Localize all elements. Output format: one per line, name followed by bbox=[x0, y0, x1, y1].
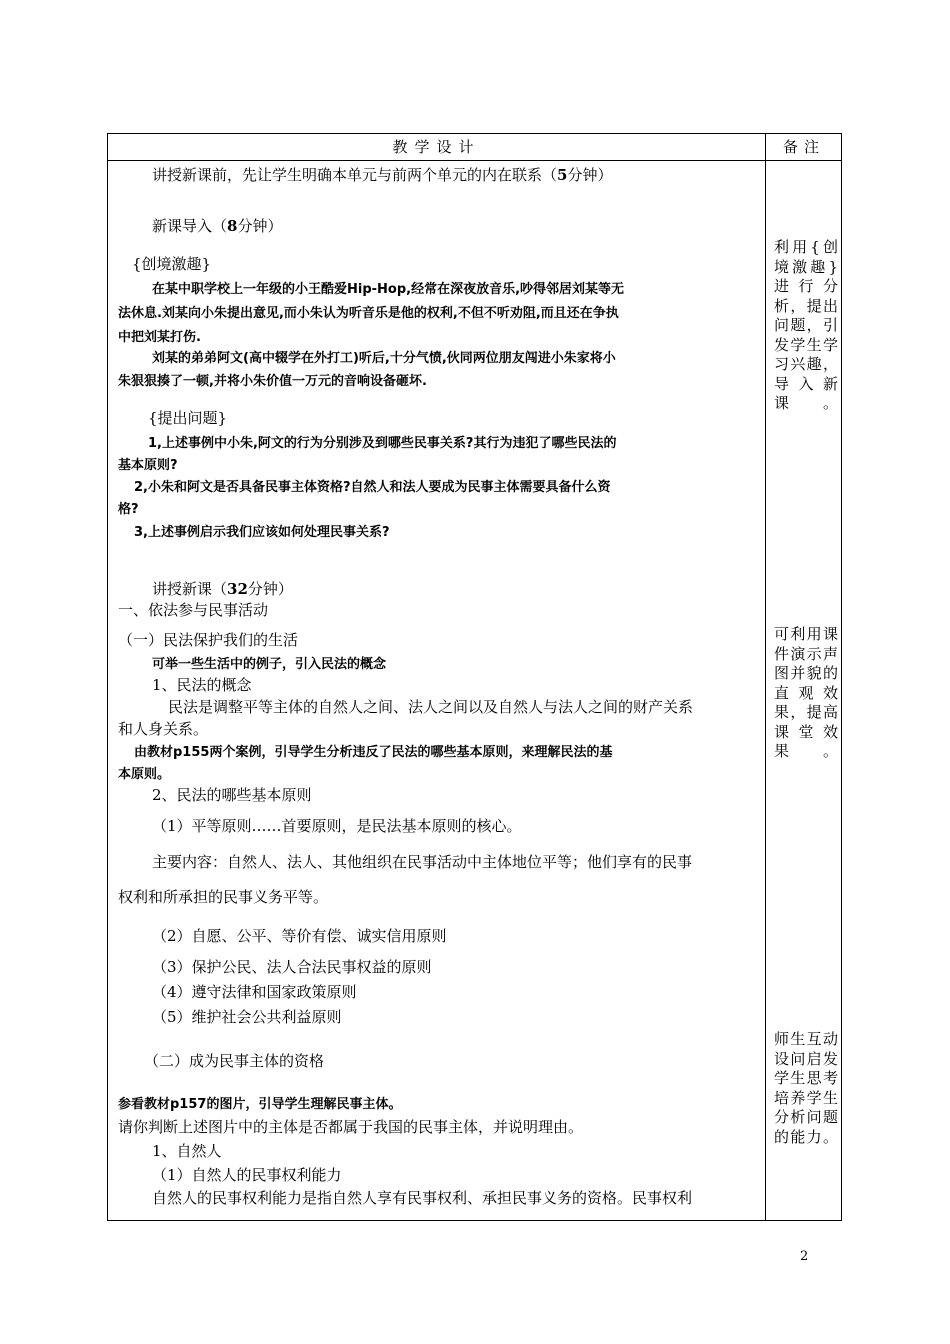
line-tip: 本原则。 bbox=[118, 767, 171, 782]
line-scenario: 法休息.刘某向小朱提出意见,而小朱认为听音乐是他的权利,不但不听劝阻,而且还在争执 bbox=[118, 306, 619, 321]
line-definition: 自然人的民事权利能力是指自然人享有民事权利、承担民事义务的资格。民事权利 bbox=[152, 1189, 693, 1207]
principle-5: （5）维护社会公共利益原则 bbox=[152, 1008, 342, 1026]
line-question: 格? bbox=[118, 502, 139, 517]
heading-1-1: （一）民法保护我们的生活 bbox=[118, 631, 299, 649]
page-number: 2 bbox=[800, 1249, 809, 1264]
line-question-title: {提出问题} bbox=[148, 409, 228, 427]
column-divider bbox=[765, 134, 766, 1220]
heading-capacity: （1）自然人的民事权利能力 bbox=[152, 1166, 342, 1184]
line-content: 权利和所承担的民事义务平等。 bbox=[118, 888, 329, 906]
line-question: 基本原则? bbox=[118, 458, 178, 473]
principle-2: （2）自愿、公平、等价有偿、诚实信用原则 bbox=[152, 927, 447, 945]
header-remarks: 备注 bbox=[782, 138, 825, 156]
header-divider bbox=[108, 160, 841, 161]
line-lead-in: 新课导入（8分钟） bbox=[152, 217, 283, 235]
line-tip: 可举一些生活中的例子，引入民法的概念 bbox=[152, 657, 387, 672]
line-intro: 讲授新课前，先让学生明确本单元与前两个单元的内在联系（5分钟） bbox=[152, 166, 613, 184]
remark-2: 可利用课件演示声图并貌的直观效果，提高课堂效果。 bbox=[774, 625, 838, 760]
heading-1-2: （二）成为民事主体的资格 bbox=[144, 1052, 325, 1070]
principle-1: （1）平等原则……首要原则，是民法基本原则的核心。 bbox=[152, 817, 522, 835]
line-question: 2,小朱和阿文是否具备民事主体资格?自然人和法人要成为民事主体需要具备什么资 bbox=[134, 480, 611, 495]
line-question: 请你判断上述图片中的主体是否都属于我国的民事主体，并说明理由。 bbox=[118, 1118, 584, 1136]
line-scenario: 刘某的弟弟阿文(高中辍学在外打工)听后,十分气愤,伙同两位朋友闯进小朱家将小 bbox=[152, 351, 616, 366]
line-tip: 由教材p155两个案例，引导学生分析违反了民法的哪些基本原则，来理解民法的基 bbox=[134, 745, 613, 760]
line-new-lesson: 讲授新课（32分钟） bbox=[152, 580, 293, 598]
remark-3: 师生互动设问启发学生思考培养学生分析问题的能力。 bbox=[774, 1030, 838, 1146]
remark-1: 利用{创境激趣}进行分析，提出问题，引发学生学习兴趣，导入新课。 bbox=[774, 238, 838, 412]
line-tip: 参看教材p157的图片，引导学生理解民事主体。 bbox=[118, 1097, 402, 1112]
line-question: 3,上述事例启示我们应该如何处理民事关系? bbox=[134, 525, 390, 540]
line-scenario: 在某中职学校上一年级的小王酷爱Hip-Hop,经常在深夜放音乐,吵得邻居刘某等无 bbox=[152, 282, 625, 297]
line-content: 主要内容：自然人、法人、其他组织在民事活动中主体地位平等；他们享有的民事 bbox=[152, 853, 693, 871]
heading-principles: 2、民法的哪些基本原则 bbox=[152, 786, 312, 804]
line-scenario: 朱狠狠揍了一顿,并将小朱价值一万元的音响设备砸坏. bbox=[118, 374, 427, 389]
line-scenario: 中把刘某打伤. bbox=[118, 330, 201, 345]
principle-4: （4）遵守法律和国家政策原则 bbox=[152, 983, 357, 1001]
line-question: 1,上述事例中小朱,阿文的行为分别涉及到哪些民事关系?其行为违犯了哪些民法的 bbox=[148, 436, 617, 451]
principle-3: （3）保护公民、法人合法民事权益的原则 bbox=[152, 958, 432, 976]
line-definition: 民法是调整平等主体的自然人之间、法人之间以及自然人与法人之间的财产关系 bbox=[168, 698, 694, 716]
heading-1: 一、依法参与民事活动 bbox=[118, 601, 269, 619]
line-scenario-title: {创境激趣} bbox=[132, 255, 212, 273]
heading-natural-person: 1、自然人 bbox=[152, 1142, 222, 1160]
lesson-table bbox=[107, 133, 842, 1221]
header-design: 教学设计 bbox=[392, 138, 481, 156]
line-definition: 和人身关系。 bbox=[118, 720, 209, 738]
heading-concept: 1、民法的概念 bbox=[152, 676, 252, 694]
